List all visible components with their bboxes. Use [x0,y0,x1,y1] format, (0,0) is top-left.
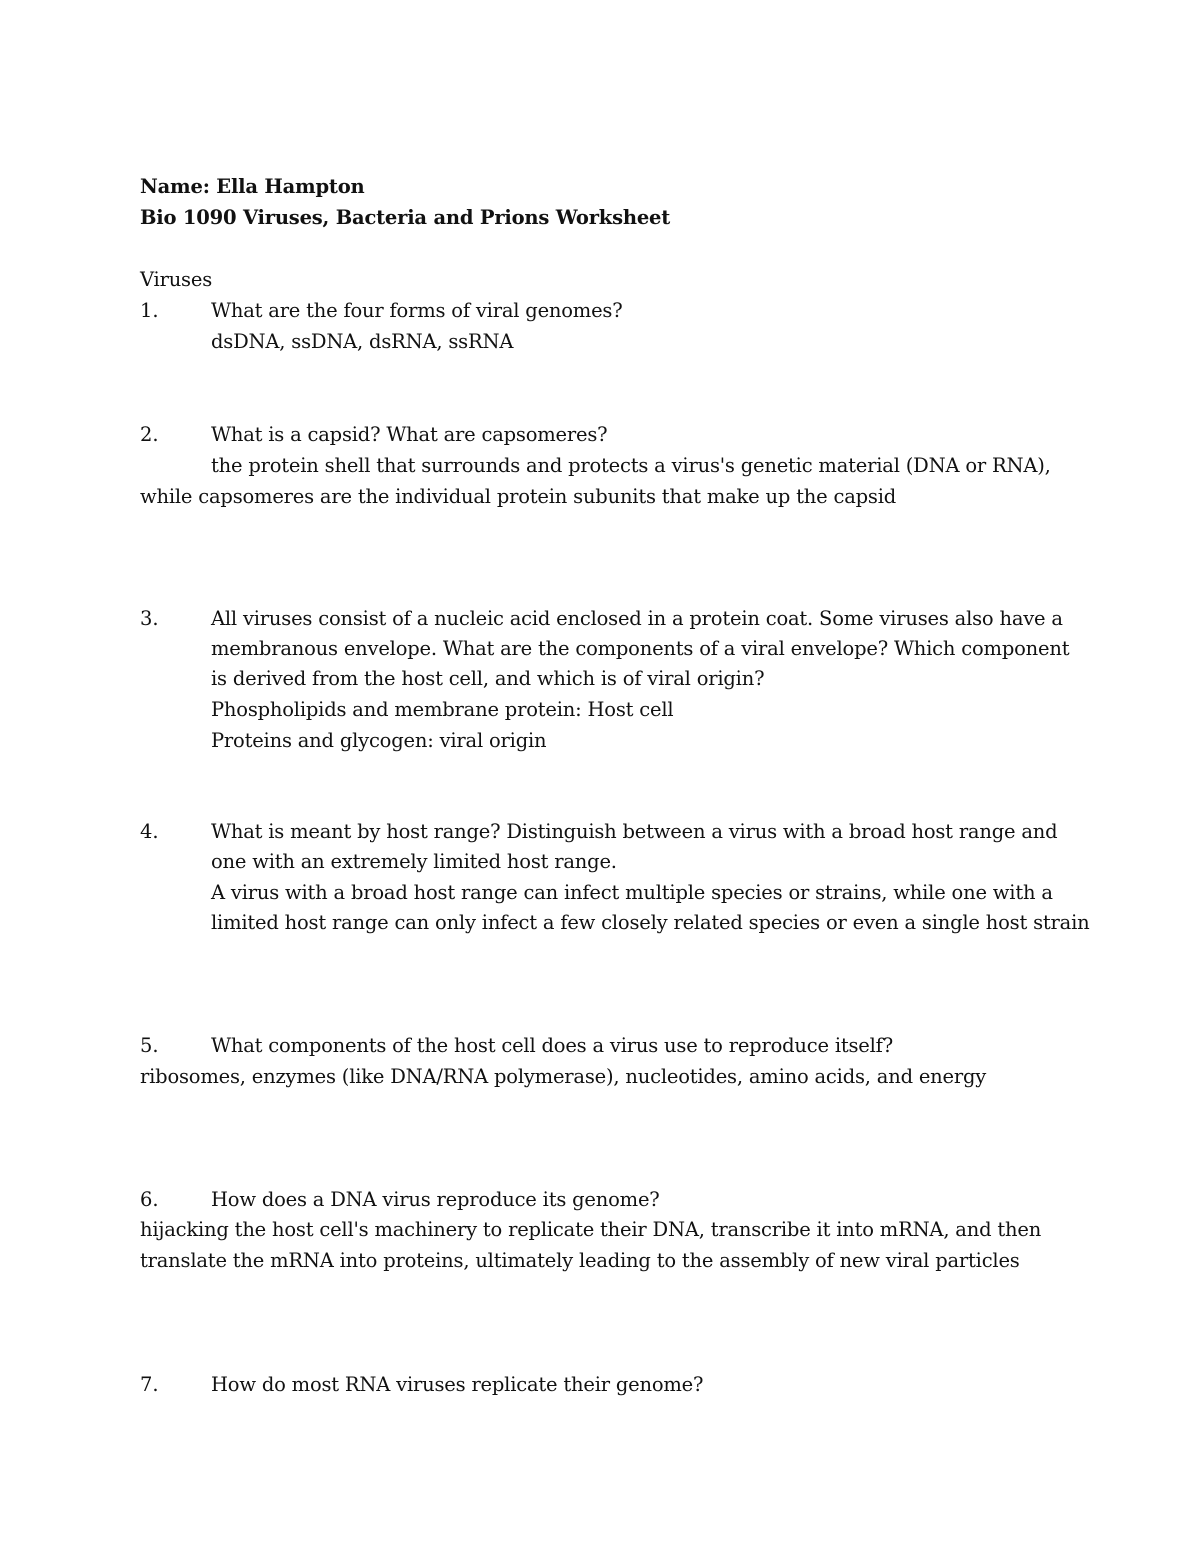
question-3-text-line-2: membranous envelope. What are the components of a viral envelope? Which component [211,637,1070,660]
question-2-text: What is a capsid? What are capsomeres? [211,423,608,446]
question-3-answer-line-2: Proteins and glycogen: viral origin [211,729,547,752]
question-5-number: 5. [140,1034,159,1057]
question-6-text: How does a DNA virus reproduce its genome? [211,1188,660,1211]
question-1-text: What are the four forms of viral genomes? [211,299,623,322]
question-7-text: How do most RNA viruses replicate their genome? [211,1373,704,1396]
section-title: Viruses [140,268,213,291]
question-4-answer-line-1: A virus with a broad host range can infect multiple species or strains, while one with a [211,881,1053,904]
question-3-text-line-1: All viruses consist of a nucleic acid enclosed in a protein coat. Some viruses also have a [211,607,1063,630]
question-4-text-line-2: one with an extremely limited host range. [211,850,617,873]
question-6-answer-line-1: hijacking the host cell's machinery to replicate their DNA, transcribe it into mRNA, and then [140,1218,1042,1241]
student-name: Name: Ella Hampton [140,175,365,198]
question-7-number: 7. [140,1373,159,1396]
question-6-answer-line-2: translate the mRNA into proteins, ultimately leading to the assembly of new viral particles [140,1249,1020,1272]
question-4-answer-line-2: limited host range can only infect a few closely related species or even a single host strain [211,911,1090,934]
question-3-text-line-3: is derived from the host cell, and which is of viral origin? [211,667,765,690]
question-3-number: 3. [140,607,159,630]
question-2-number: 2. [140,423,159,446]
worksheet-title: Bio 1090 Viruses, Bacteria and Prions Worksheet [140,206,671,229]
question-1-answer: dsDNA, ssDNA, dsRNA, ssRNA [211,330,514,353]
question-4-number: 4. [140,820,159,843]
question-3-answer-line-1: Phospholipids and membrane protein: Host cell [211,698,674,721]
question-4-text-line-1: What is meant by host range? Distinguish between a virus with a broad host range and [211,820,1058,843]
question-2-answer-line-2: while capsomeres are the individual protein subunits that make up the capsid [140,485,897,508]
question-1-number: 1. [140,299,159,322]
question-5-answer: ribosomes, enzymes (like DNA/RNA polymerase), nucleotides, amino acids, and energy [140,1065,987,1088]
question-6-number: 6. [140,1188,159,1211]
question-2-answer-line-1: the protein shell that surrounds and protects a virus's genetic material (DNA or RNA), [211,454,1051,477]
question-5-text: What components of the host cell does a virus use to reproduce itself? [211,1034,893,1057]
